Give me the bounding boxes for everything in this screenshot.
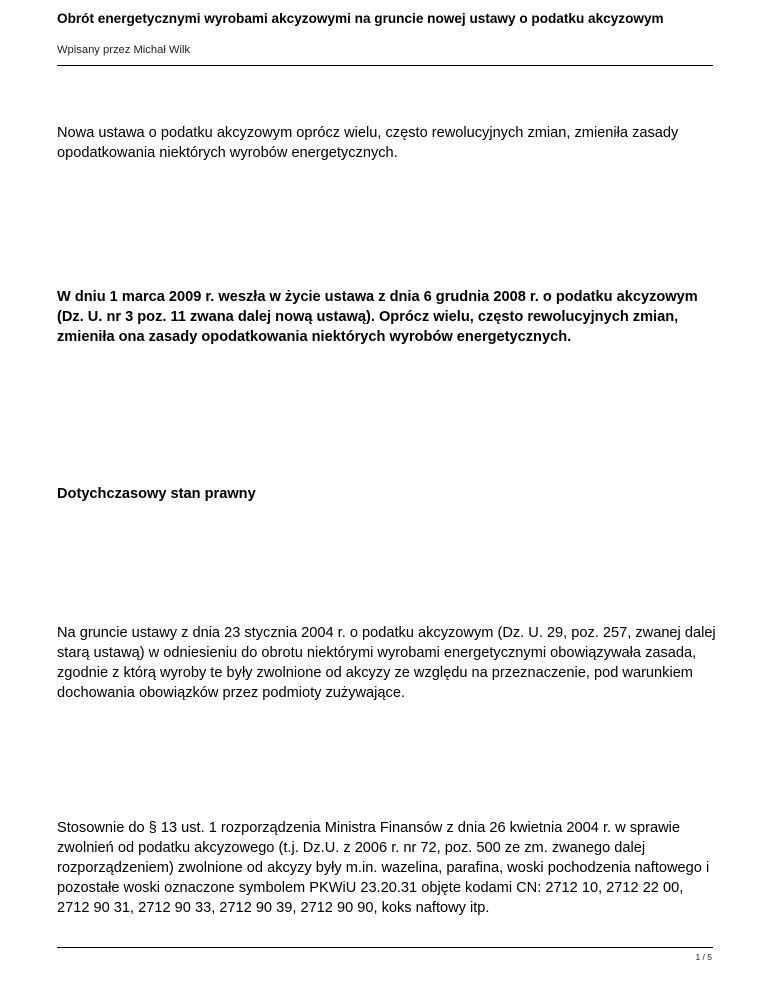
body-paragraph: Stosownie do § 13 ust. 1 rozporządzenia Ministra Finansów z dnia 26 kwietnia 2004 r. w sprawie zwolnień od podatku akcyzowego (t.j. Dz.U. z 2006 r. nr 72, poz. 500 ze zm. zwanego dalej rozporządzeniem) zwolnione od akcyzy były m.in. wazelina, parafina, woski pochodzenia naftowego i pozostałe woski oznaczone symbolem PKWiU 23.20.31 objęte kodami CN: 2712 10, 2712 22 00, 2712 90 31, 2712 90 33, 2712 90 39, 2712 90 90, koks naftowy itp. xyxy=(57,820,710,916)
section-heading: Dotychczasowy stan prawny xyxy=(57,486,256,502)
document-title: Obrót energetycznymi wyrobami akcyzowymi na gruncie nowej ustawy o podatku akcyzowym xyxy=(57,11,664,26)
author-byline: Wpisany przez Michał Wilk xyxy=(57,44,191,56)
header-divider xyxy=(57,65,713,66)
intro-paragraph: Nowa ustawa o podatku akcyzowym oprócz wielu, często rewolucyjnych zmian, zmieniła zasady opodatkowania niektórych wyrobów energetycznych. xyxy=(57,125,679,161)
page-number: 1 / 5 xyxy=(695,952,712,962)
body-paragraph: Na gruncie ustawy z dnia 23 stycznia 2004 r. o podatku akcyzowym (Dz. U. 29, poz. 257, zwanej dalej starą ustawą) w odniesieniu do obrotu niektórymi wyrobami energetycznymi obowiązywała zasada, zgodnie z którą wyroby te były zwolnione od akcyzy ze względu na przeznaczenie, pod warunkiem dochowania obowiązków przez podmioty zużywające. xyxy=(57,625,716,701)
footer-divider xyxy=(57,947,713,948)
lead-paragraph: W dniu 1 marca 2009 r. weszła w życie ustawa z dnia 6 grudnia 2008 r. o podatku akcyzowym (Dz. U. nr 3 poz. 11 zwana dalej nową ustawą). Oprócz wielu, często rewolucyjnych zmian, zmieniła ona zasady opodatkowania niektórych wyrobów energetycznych. xyxy=(57,289,698,345)
